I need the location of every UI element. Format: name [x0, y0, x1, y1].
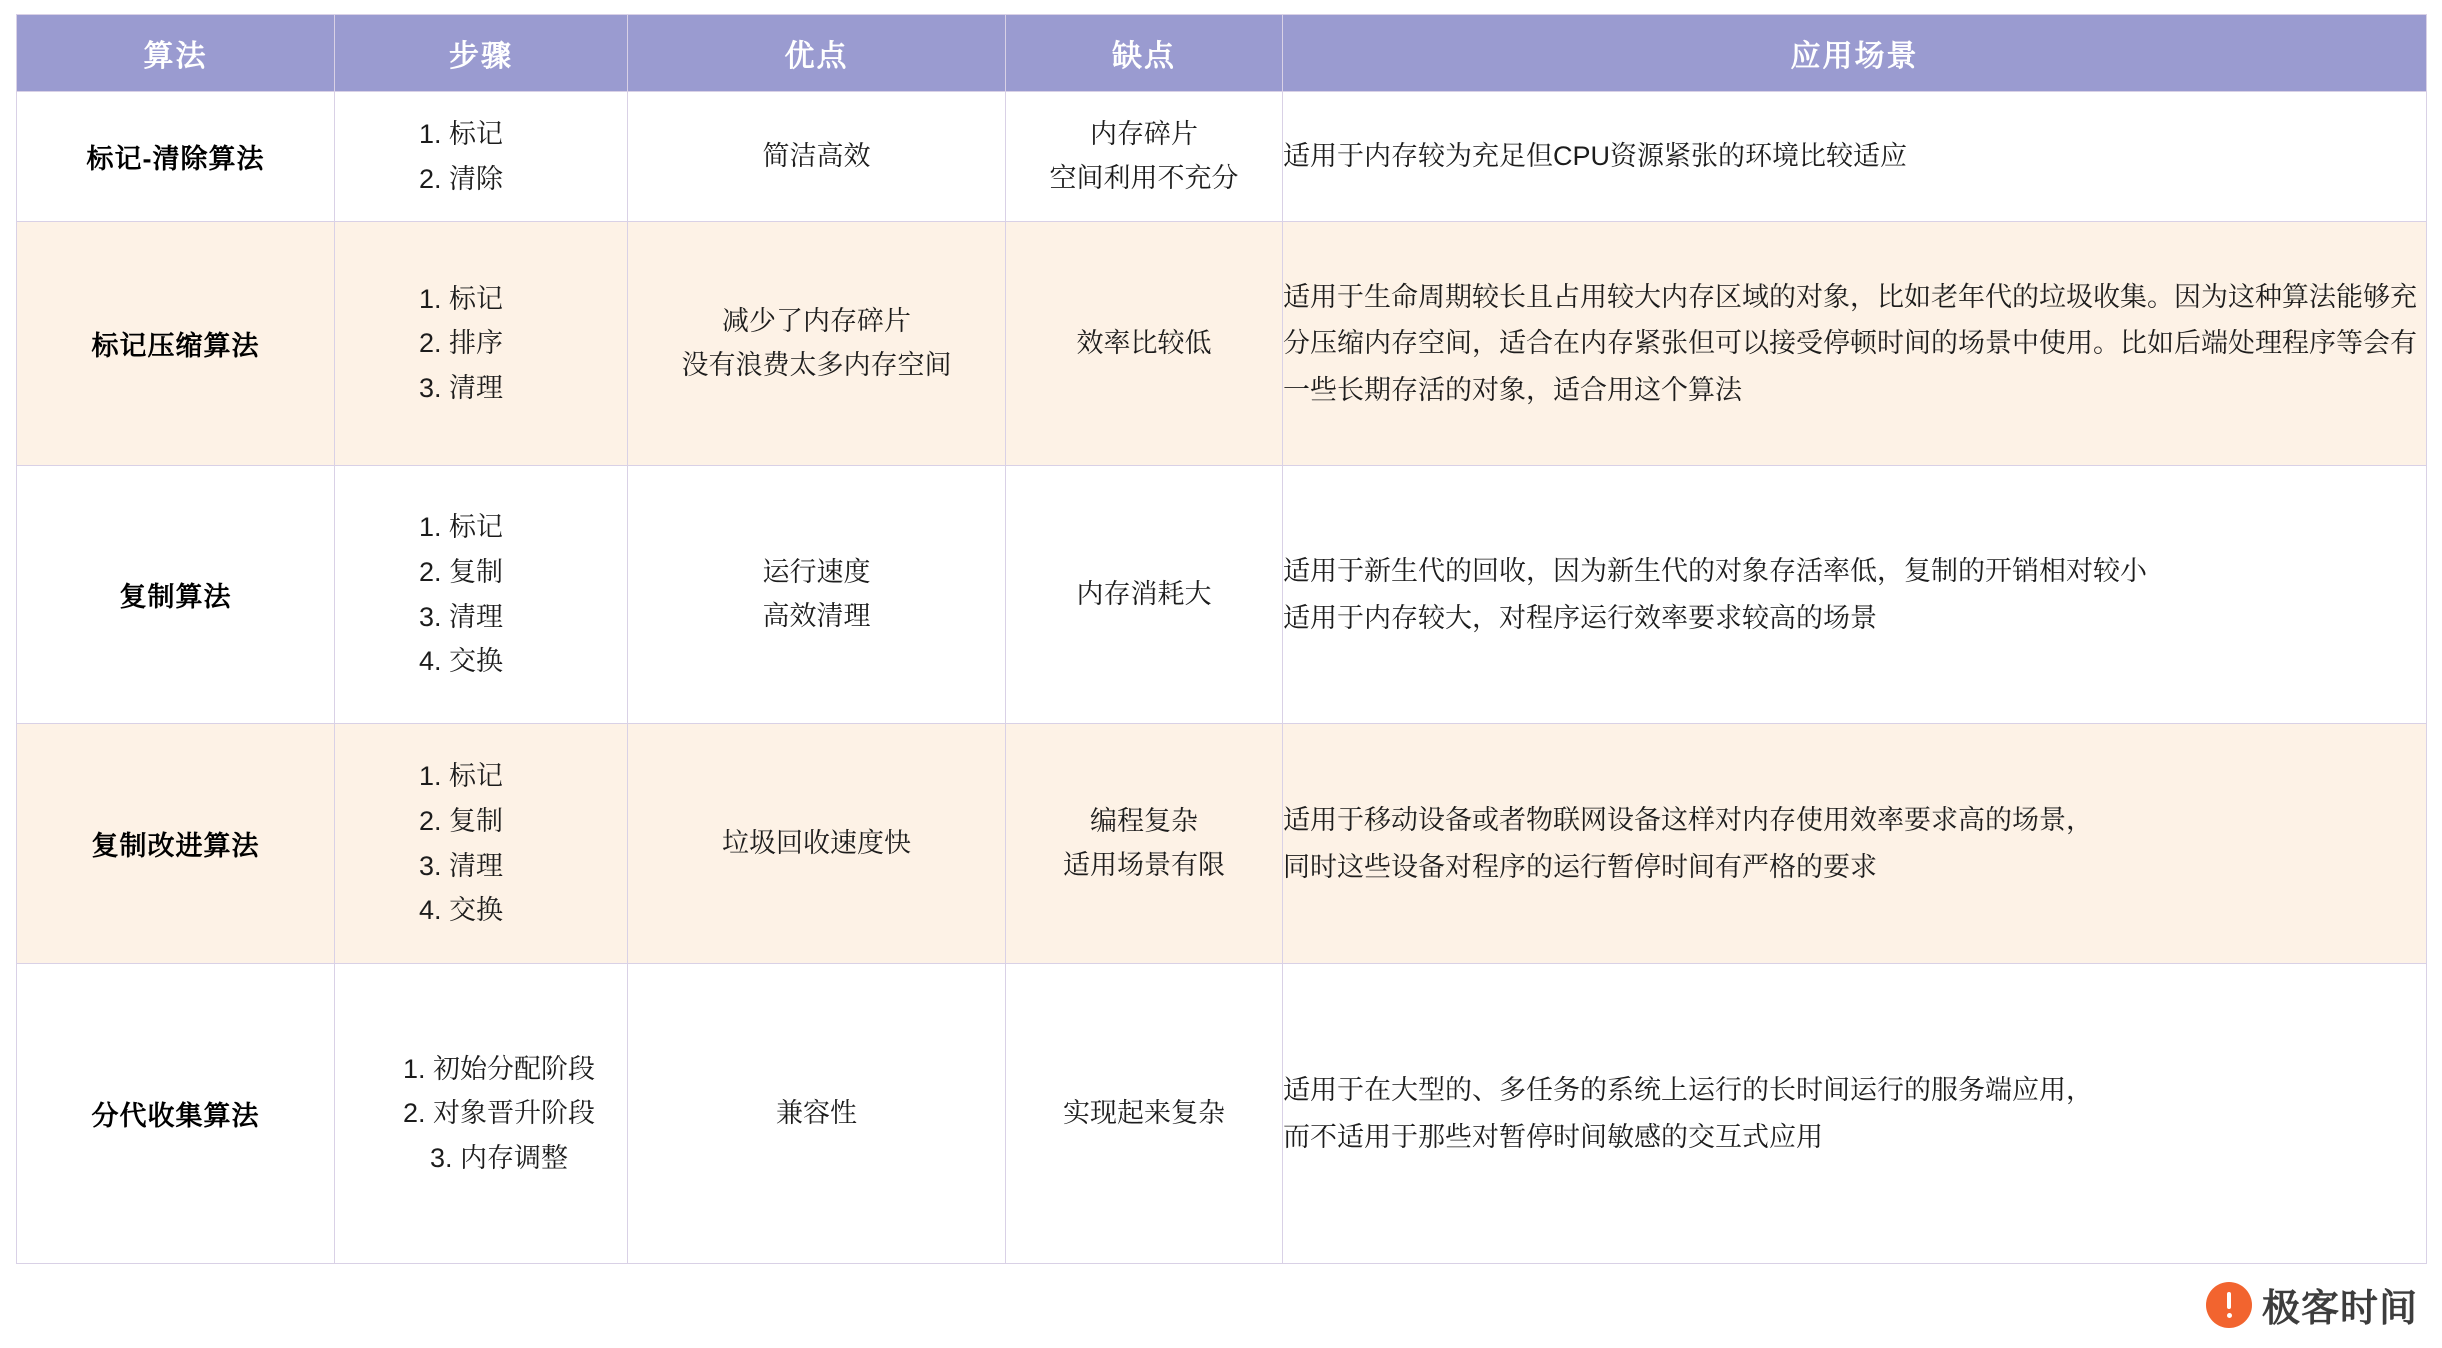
cell-algorithm: 复制算法 — [17, 466, 335, 724]
cell-steps — [335, 964, 628, 1264]
use-line: 适用于内存较为充足但CPU资源紧张的环境比较适应 — [1283, 141, 1908, 172]
cons-lines — [1006, 1092, 1282, 1135]
cell-algorithm: 标记压缩算法 — [17, 222, 335, 466]
cons-line: 适用场景有限 — [1063, 849, 1225, 880]
algorithm-comparison-table — [16, 14, 2427, 1264]
column-header-pros: 优点 — [628, 15, 1006, 92]
step-item: 2. 对象晋升阶段 — [402, 1098, 596, 1129]
step-item: 4. 交换 — [419, 895, 504, 926]
cell-cons — [1006, 724, 1283, 964]
cell-use-cases — [1283, 222, 2427, 466]
watermark — [2206, 1277, 2418, 1332]
column-header-steps: 步骤 — [335, 15, 628, 92]
column-header-use-cases: 应用场景 — [1283, 15, 2427, 92]
cell-use-cases — [1283, 964, 2427, 1264]
cons-lines — [1006, 573, 1282, 616]
cell-pros — [628, 222, 1006, 466]
pros-lines — [628, 300, 1005, 386]
algorithm-comparison-table-container — [16, 14, 2426, 1264]
cell-steps — [335, 92, 628, 222]
table-body — [17, 92, 2427, 1264]
step-item: 1. 标记 — [419, 283, 504, 314]
pros-line: 垃圾回收速度快 — [722, 827, 911, 858]
steps-list — [335, 1047, 627, 1181]
steps-list — [335, 277, 627, 411]
use-line: 适用于生命周期较长且占用较大内存区域的对象，比如老年代的垃圾收集。因为这种算法能够充分压缩内存空间，适合在内存紧张但可以接受停顿时间的场景中使用。比如后端处理程序等会有一些长期存活的对象，适合用这个算法 — [1283, 281, 2417, 405]
step-item: 2. 排序 — [419, 328, 504, 359]
table-header-row — [17, 15, 2427, 92]
step-item: 3. 清理 — [419, 372, 504, 403]
steps-list — [335, 112, 627, 201]
use-lines — [1283, 797, 2426, 890]
step-item: 3. 内存调整 — [429, 1142, 569, 1173]
column-header-algorithm: 算法 — [17, 15, 335, 92]
step-item: 1. 标记 — [419, 512, 504, 543]
cell-algorithm: 复制改进算法 — [17, 724, 335, 964]
steps-list — [335, 505, 627, 683]
pros-line: 减少了内存碎片 — [722, 306, 911, 337]
step-item: 3. 清理 — [419, 601, 504, 632]
cons-line: 内存消耗大 — [1076, 578, 1212, 609]
step-item: 1. 初始分配阶段 — [402, 1053, 596, 1084]
table-row — [17, 222, 2427, 466]
cell-cons — [1006, 964, 1283, 1264]
cons-lines — [1006, 800, 1282, 886]
table-row — [17, 92, 2427, 222]
step-item: 2. 清除 — [419, 163, 504, 194]
cons-line: 编程复杂 — [1090, 806, 1198, 837]
cell-algorithm: 标记-清除算法 — [17, 92, 335, 222]
step-item: 1. 标记 — [419, 761, 504, 792]
cons-line: 效率比较低 — [1076, 327, 1212, 358]
cell-steps — [335, 222, 628, 466]
use-line: 同时这些设备对程序的运行暂停时间有严格的要求 — [1283, 851, 1877, 882]
geekbang-logo-icon — [2206, 1282, 2252, 1328]
cons-line: 实现起来复杂 — [1063, 1097, 1225, 1128]
column-header-cons: 缺点 — [1006, 15, 1283, 92]
table-row — [17, 466, 2427, 724]
use-lines — [1283, 274, 2426, 413]
step-item: 3. 清理 — [419, 850, 504, 881]
cell-cons — [1006, 222, 1283, 466]
pros-line: 没有浪费太多内存空间 — [681, 349, 952, 380]
use-line: 适用于内存较大，对程序运行效率要求较高的场景 — [1283, 602, 1877, 633]
cell-pros — [628, 724, 1006, 964]
cell-steps — [335, 466, 628, 724]
use-line: 适用于在大型的、多任务的系统上运行的长时间运行的服务端应用， — [1283, 1075, 2093, 1106]
cons-line: 内存碎片 — [1090, 119, 1198, 150]
cons-line: 空间利用不充分 — [1049, 162, 1239, 193]
cell-pros — [628, 92, 1006, 222]
step-item: 2. 复制 — [419, 805, 504, 836]
table-row — [17, 724, 2427, 964]
pros-line: 兼容性 — [776, 1097, 857, 1128]
pros-line: 运行速度 — [762, 557, 871, 588]
cons-lines — [1006, 113, 1282, 199]
use-lines — [1283, 548, 2426, 641]
table-header — [17, 15, 2427, 92]
pros-lines — [628, 822, 1005, 865]
cell-cons — [1006, 92, 1283, 222]
step-item: 4. 交换 — [419, 646, 504, 677]
use-lines — [1283, 133, 2426, 179]
cell-use-cases — [1283, 466, 2427, 724]
step-item: 1. 标记 — [419, 118, 504, 149]
cons-lines — [1006, 322, 1282, 365]
step-item: 2. 复制 — [419, 556, 504, 587]
cell-use-cases — [1283, 724, 2427, 964]
cell-steps — [335, 724, 628, 964]
use-lines — [1283, 1067, 2426, 1160]
use-line: 适用于新生代的回收，因为新生代的对象存活率低，复制的开销相对较小 — [1283, 556, 2147, 587]
pros-line: 高效清理 — [762, 600, 871, 631]
cell-pros — [628, 964, 1006, 1264]
steps-list — [335, 754, 627, 932]
cell-use-cases — [1283, 92, 2427, 222]
use-line: 而不适用于那些对暂停时间敏感的交互式应用 — [1283, 1121, 1823, 1152]
pros-lines — [628, 551, 1005, 637]
pros-lines — [628, 1092, 1005, 1135]
pros-lines — [628, 135, 1005, 178]
cell-algorithm: 分代收集算法 — [17, 964, 335, 1264]
table-row — [17, 964, 2427, 1264]
pros-line: 简洁高效 — [762, 140, 871, 171]
use-line: 适用于移动设备或者物联网设备这样对内存使用效率要求高的场景， — [1283, 805, 2093, 836]
cell-pros — [628, 466, 1006, 724]
cell-cons — [1006, 466, 1283, 724]
watermark-text: 极客时间 — [2261, 1288, 2418, 1330]
